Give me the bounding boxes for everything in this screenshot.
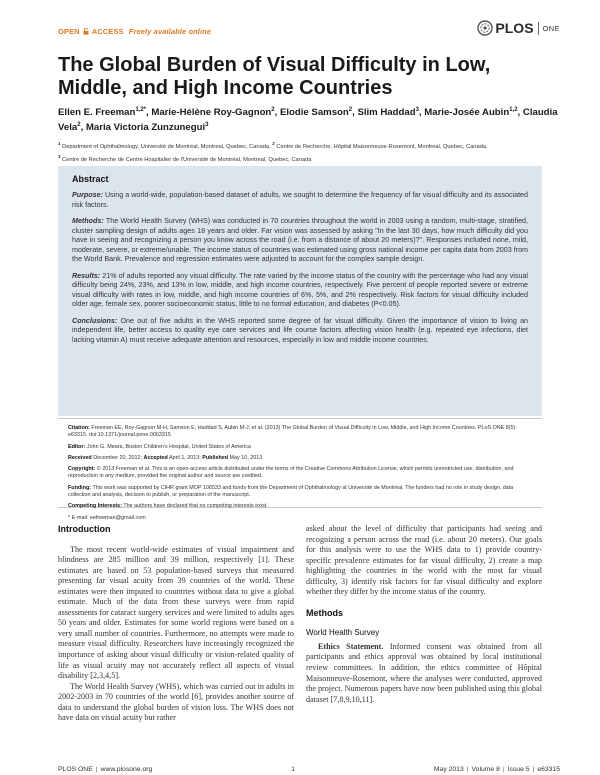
- author-affiliation-marker: 3: [415, 107, 419, 113]
- conclusions-text: One out of five adults in the WHS reported some degree of far visual difficulty. Given the importance of vision to living an independent life, better access to quality eye care services and life course factors affecting vision health (e.g. repeated eye infections, diet lacking vitamin A) must receive adequate attention and resources, especially in low and middle income countries.: [72, 316, 529, 344]
- author-name: Claudia Vela: [58, 107, 558, 134]
- purpose-text: Using a world-wide, population-based dataset of adults, we sought to determine the frequency of far visual difficulty and its associated risk factors.: [72, 191, 529, 209]
- article-metadata: [58, 418, 542, 521]
- whs-subheading: World Health Survey: [306, 628, 380, 638]
- author-affiliation-marker: 3: [205, 122, 209, 129]
- author-name: Ellen E. Freeman: [58, 107, 136, 119]
- affiliations: $^1$ Department of Ophthalmology, Université de Montréal, Montreal, Quebec, Canada, $^2$ Centre de Recherche, Hôpital Maisonneuve-Rosemont, Montreal, Quebec, Canada, $^3$ Centre de Recherche de Centre Hospitalier de l'Université de Montréal, Montreal, Quebec, Canada: [58, 141, 488, 163]
- abstract-purpose: [72, 191, 528, 210]
- funding: Funding: This work was supported by CIHR grant MOP 106533 and funds from the Department of Ophthalmology at Université de Montréal. The funders had no role in study design, data collection and analysis, decision to publish, or preparation of the manuscript.: [68, 484, 514, 499]
- plos-logo-word: PLOS: [495, 20, 534, 36]
- results-label: Results:: [72, 271, 101, 280]
- author-affiliation-marker: 2: [271, 107, 275, 113]
- intro-paragraph-2: The World Health Survey (WHS), which was carried out in adults in 2002-2003 in 70 countries of the world [6], provides another source of data to understand the global burden of vision loss. The WHS does not have data on visual acuity but rather: [58, 681, 294, 723]
- plos-one-logo: [477, 20, 560, 36]
- page-footer: [58, 766, 560, 773]
- affiliation-3: Centre de Recherche de Centre Hospitalier de l'Université de Montréal, Montreal, Quebec, Canada: [62, 156, 312, 163]
- affiliation-1: Department of Ophthalmology, Université de Montréal, Montreal, Quebec, Canada,: [62, 143, 271, 150]
- methods-text: The World Health Survey (WHS) was conducted in 70 countries throughout the world in 2003 using a random, multi-stage, stratified, cluster sampling design of adults ages 18 years and older. Far vision was assessed by asking "In the last 30 days, how much difficulty did you have in seeing and recognizing a person you know across the road (i.e. from a distance of about 20 meters)?". Responses included none, mild, moderate, severe, or extreme/unable. The income status of countries was estimated using gross national income per capita data from 2003 from the World Bank. Prevalence and regression estimates were adjusted to account for the complex sample design.: [72, 217, 528, 263]
- open-lock-icon: [83, 28, 89, 35]
- introduction-heading: Introduction: [58, 524, 111, 534]
- copyright: Copyright: © 2013 Freeman et al. This is an open-access article distributed under the terms of the Creative Commons Attribution License, which permits unrestricted use, distribution, and reproduction in any medium, provided the original author and source are credited.: [68, 466, 514, 480]
- author-affiliation-marker: 1,2: [509, 107, 518, 113]
- ethics-paragraph: [306, 642, 542, 705]
- author-affiliation-marker: 2: [77, 122, 81, 129]
- plos-logo-mark-icon: [477, 20, 493, 36]
- conclusions-label: Conclusions:: [72, 316, 118, 325]
- intro-paragraph-1: The most recent world-wide estimates of visual impairment and blindness are 285 million and 39 million, respectively [1]. These estimates are based on 53 population-based surveys that measured presenting far visual acuity from 39 countries of the world. These estimates were then imputed to countries without data to give a global estimate. Much of the data from these surveys were from rapid assessments for cataract surgery services and were limited to adults ages 50 years and older. Estimates for some world regions were based on a very small number of countries. Furthermore, no attempts were made to measure visual difficulty. Researchers have increasingly recognized the importance of asking about visual difficulty or vision-related quality of life as visual acuity may not accurately reflect all aspects of visual disability [2,3,4,5].: [58, 544, 294, 681]
- author-name: Marie-Hélène Roy-Gagnon: [151, 107, 272, 119]
- one-logo-word: ONE: [542, 23, 560, 33]
- email-link[interactable]: eefreeman@gmail.com: [89, 514, 146, 521]
- author-name: Elodie Samson: [279, 107, 349, 119]
- author-name: Slim Haddad: [357, 107, 416, 119]
- freely-available-label: Freely available online: [128, 27, 212, 36]
- results-text: 21% of adults reported any visual difficulty. The rate varied by the income status of the country with the percentage who had any visual difficulty being 24%, 23%, and 13% in low, middle, and high income countries, respectively. Five percent of people reported severe or extreme visual difficulty with rates in low, middle, and high income countries of 6%, 5%, and 2% respectively. Risk factors for visual difficulty included older age, female sex, poorer socioeconomic status, little to no formal education, and diabetes (P<0.05).: [72, 271, 528, 308]
- abstract-methods: [72, 217, 528, 265]
- logo-divider: [538, 22, 539, 35]
- editor: Editor: John G. Meara, Boston Children's Hospital, United States of America: [68, 443, 251, 450]
- body-right-column: [306, 524, 542, 705]
- abstract-box: [58, 166, 542, 416]
- author-name: Marie-Josée Aubin: [424, 107, 510, 119]
- correspondence-email: * E-mail: eefreeman@gmail.com: [68, 514, 146, 521]
- footer-url[interactable]: www.plosone.org: [100, 766, 153, 773]
- ethics-text: Informed consent was obtained from all participants and ethics approval was obtained by local institutional review committees. In addition, the ethics committee of Hôpital Maisonneuve-Rosemont, where the analyses were conducted, approved the project. Numerous papers have now been published using this global dataset [7,8,9,10,11].: [306, 641, 543, 704]
- article-title: The Global Burden of Visual Difficulty in Low, Middle, and High Income Countries: [58, 54, 491, 99]
- competing-interests: Competing Interests: The authors have declared that no competing interests exist.: [68, 503, 268, 510]
- author-affiliation-marker: 1,2*: [135, 107, 146, 113]
- citation: Citation: Freeman EE, Roy-Gagnon M-H, Samson E, Haddad S, Aubin M-J, et al. (2013) The Global Burden of Visual Difficulty in Low, Middle, and High Income Countries. PLoS ONE 8(5): e63315. doi:10.1371/journal.pone.0063315: [68, 425, 517, 439]
- access-label: ACCESS: [91, 27, 124, 36]
- ethics-label: Ethics Statement.: [318, 641, 384, 651]
- open-label: OPEN: [58, 27, 80, 36]
- affiliation-2: Centre de Recherche, Hôpital Maisonneuve-Rosemont, Montreal, Quebec, Canada,: [276, 143, 488, 150]
- author-affiliation-marker: 2: [348, 107, 353, 113]
- footer-issue-info: May 2013 | Volume 8 | Issue 5 | e63315: [433, 766, 560, 773]
- purpose-label: Purpose:: [72, 191, 103, 199]
- methods-label: Methods:: [72, 217, 104, 225]
- abstract-heading: Abstract: [72, 174, 109, 184]
- page-number: 1: [291, 766, 295, 773]
- footer-journal: PLOS ONE | www.plosone.org: [58, 766, 153, 773]
- author-list: Ellen E. Freeman$^{1,2*}$, Marie-Hélène Roy-Gagnon$^2$, Elodie Samson$^2$, Slim Haddad$^3$, Marie-Josée Aubin$^{1,2}$, Claudia Vela$^2$, Maria Victoria Zunzunegui$^3$: [58, 107, 558, 134]
- open-access-badge: [58, 27, 211, 36]
- right-paragraph-1: asked about the level of difficulty that participants had seeing and recognizing a person across the road (i.e. about 20 meters). Our goals for this analysis were to use the WHS data to 1) provide country-specific prevalence estimates for far visual difficulty, 2) create a map highlighting the countries in the world with the most far visual difficulty, 3) identify risk factors for far visual difficulty and explore whether they differ by the income status of the country.: [306, 524, 542, 597]
- abstract-conclusions: [72, 317, 528, 346]
- methods-heading: Methods: [306, 607, 343, 618]
- body-left-column: [58, 524, 294, 724]
- author-name: Maria Victoria Zunzunegui: [85, 122, 206, 134]
- dates: Received December 20, 2012; Accepted April 1, 2013; Published May 10, 2013: [68, 454, 263, 461]
- abstract-results: [72, 272, 528, 310]
